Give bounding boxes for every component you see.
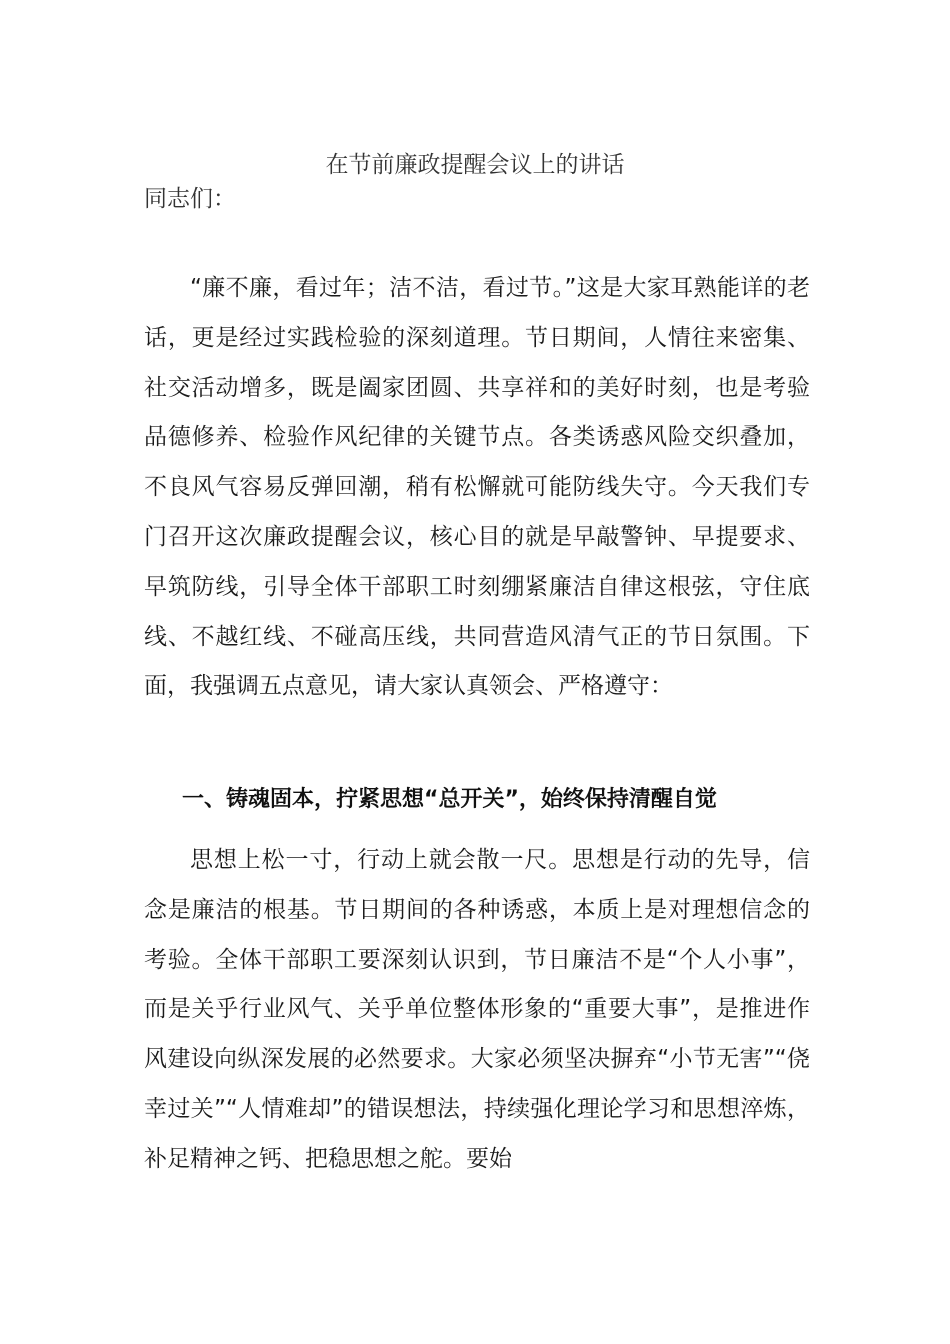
document-title: 在节前廉政提醒会议上的讲话: [325, 152, 625, 178]
salutation: 同志们：: [144, 186, 236, 212]
section-heading-1: 一、铸魂固本，拧紧思想“总开关”，始终保持清醒自觉: [182, 787, 717, 812]
paragraph-section-1: 思想上松一寸，行动上就会散一尺。思想是行动的先导，信念是廉洁的根基。节日期间的各种诱惑，本质上是对理想信念的考验。全体干部职工要深刻认识到，节日廉洁不是“个人小事”，而是关乎行业风气、关乎单位整体形象的“重要大事”，是推进作风建设向纵深发展的必然要求。大家必须坚决摒弃“小节无害”“侥幸过关”“人情难却”的错误想法，持续强化理论学习和思想淬炼，补足精神之钙、把稳思想之舵。要始: [144, 847, 810, 1172]
paragraph-intro: “廉不廉，看过年；洁不洁，看过节。”这是大家耳熟能详的老话，更是经过实践检验的深刻道理。节日期间，人情往来密集、社交活动增多，既是阖家团圆、共享祥和的美好时刻，也是考验品德修养、检验作风纪律的关键节点。各类诱惑风险交织叠加，不良风气容易反弹回潮，稍有松懈就可能防线失守。今天我们专门召开这次廉政提醒会议，核心目的就是早敲警钟、早提要求、早筑防线，引导全体干部职工时刻绷紧廉洁自律这根弦，守住底线、不越红线、不碰高压线，共同营造风清气正的节日氛围。下面，我强调五点意见，请大家认真领会、严格遵守：: [144, 275, 810, 700]
